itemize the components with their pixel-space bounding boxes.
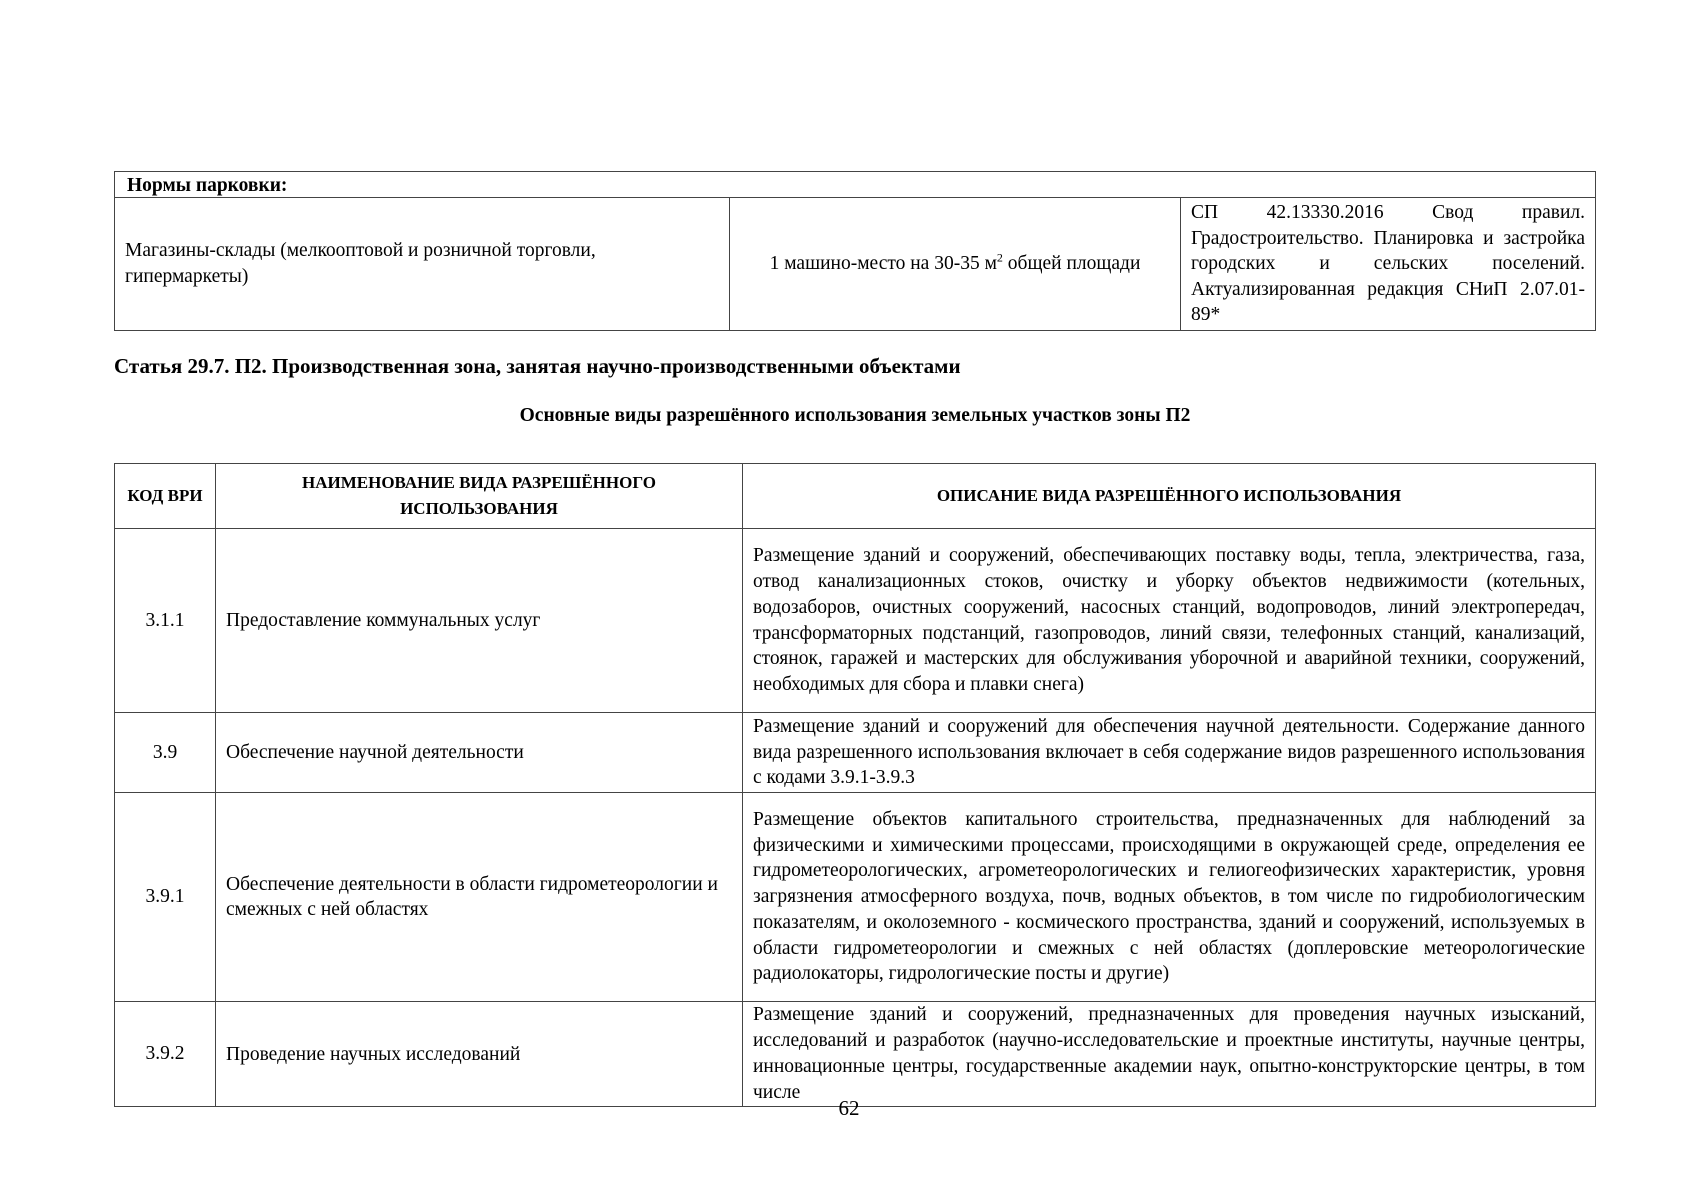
row-code: 3.9.1 xyxy=(115,793,216,1002)
column-header-code: КОД ВРИ xyxy=(115,464,216,529)
row-description: Размещение зданий и сооружений для обеспечения научной деятельности. Содержание данного вида разрешенного использования включает в себя содержание видов разрешенного использования с кодами 3.9.1-3.9.3 xyxy=(743,713,1596,793)
row-name: Обеспечение научной деятельности xyxy=(216,713,743,793)
parking-norm-unit-exponent: 2 xyxy=(996,250,1003,265)
article-title: Статья 29.7. П2. Производственная зона, занятая научно-производственными объектами xyxy=(114,354,961,378)
row-code: 3.9 xyxy=(115,713,216,793)
table-row xyxy=(115,713,1596,793)
parking-norms-table xyxy=(114,171,1596,331)
parking-object-cell: Магазины-склады (мелкооптовой и розничной торговли, гипермаркеты) xyxy=(115,198,730,331)
row-description: Размещение зданий и сооружений, обеспечивающих поставку воды, тепла, электричества, газа, отвод канализационных стоков, очистку и уборку объектов недвижимости (котельных, водозаборов, очистных сооружений, насосных станций, водопроводов, линий электропередач, трансформаторных подстанций, газопроводов, линий связи, телефонных станций, канализаций, стоянок, гаражей и мастерских для обслуживания уборочной и аварийной техники, сооружений, необходимых для сбора и плавки снега) xyxy=(743,529,1596,713)
parking-norm-cell xyxy=(730,198,1181,331)
parking-norm-suffix: общей площади xyxy=(1002,252,1141,274)
parking-reference-cell: СП 42.13330.2016 Свод правил. Градостроительство. Планировка и застройка городских и сельских поселений. Актуализированная редакция СНиП 2.07.01-89* xyxy=(1181,198,1596,331)
table-row xyxy=(115,529,1596,713)
row-name: Обеспечение деятельности в области гидрометеорологии и смежных с ней областях xyxy=(216,793,743,1002)
row-name: Предоставление коммунальных услуг xyxy=(216,529,743,713)
row-description: Размещение зданий и сооружений, предназначенных для проведения научных изысканий, исследований и разработок (научно-исследовательские и проектные институты, научные центры, инновационные центры, государственные академии наук, опытно-конструкторские центры, в том числе xyxy=(743,1002,1596,1107)
row-name: Проведение научных исследований xyxy=(216,1002,743,1107)
row-description: Размещение объектов капитального строительства, предназначенных для наблюдений за физическими и химическими процессами, происходящими в окружающей среде, определения ее гидрометеорологических, агрометеорологических и гелиогеофизических характеристик, уровня загрязнения атмосферного воздуха, почв, водных объектов, в том числе по гидробиологическим показателям, и околоземного - космического пространства, зданий и сооружений, используемых в области гидрометеорологии и смежных с ней областях (доплеровские метеорологические радиолокаторы, гидрологические посты и другие) xyxy=(743,793,1596,1002)
parking-norms-header: Нормы парковки: xyxy=(115,172,1596,198)
table-header-row xyxy=(115,464,1596,529)
table-row xyxy=(115,793,1596,1002)
column-header-name: НАИМЕНОВАНИЕ ВИДА РАЗРЕШЁННОГО ИСПОЛЬЗОВАНИЯ xyxy=(216,464,743,529)
row-code: 3.9.2 xyxy=(115,1002,216,1107)
table-row xyxy=(115,1002,1596,1107)
permitted-use-table xyxy=(114,463,1596,1107)
column-header-description: ОПИСАНИЕ ВИДА РАЗРЕШЁННОГО ИСПОЛЬЗОВАНИЯ xyxy=(743,464,1596,529)
section-title: Основные виды разрешённого использования земельных участков зоны П2 xyxy=(519,405,1191,426)
table-row xyxy=(115,198,1596,331)
parking-norm-prefix: 1 машино-место на 30-35 м xyxy=(769,252,997,274)
row-code: 3.1.1 xyxy=(115,529,216,713)
page-number: 62 xyxy=(838,1096,860,1120)
